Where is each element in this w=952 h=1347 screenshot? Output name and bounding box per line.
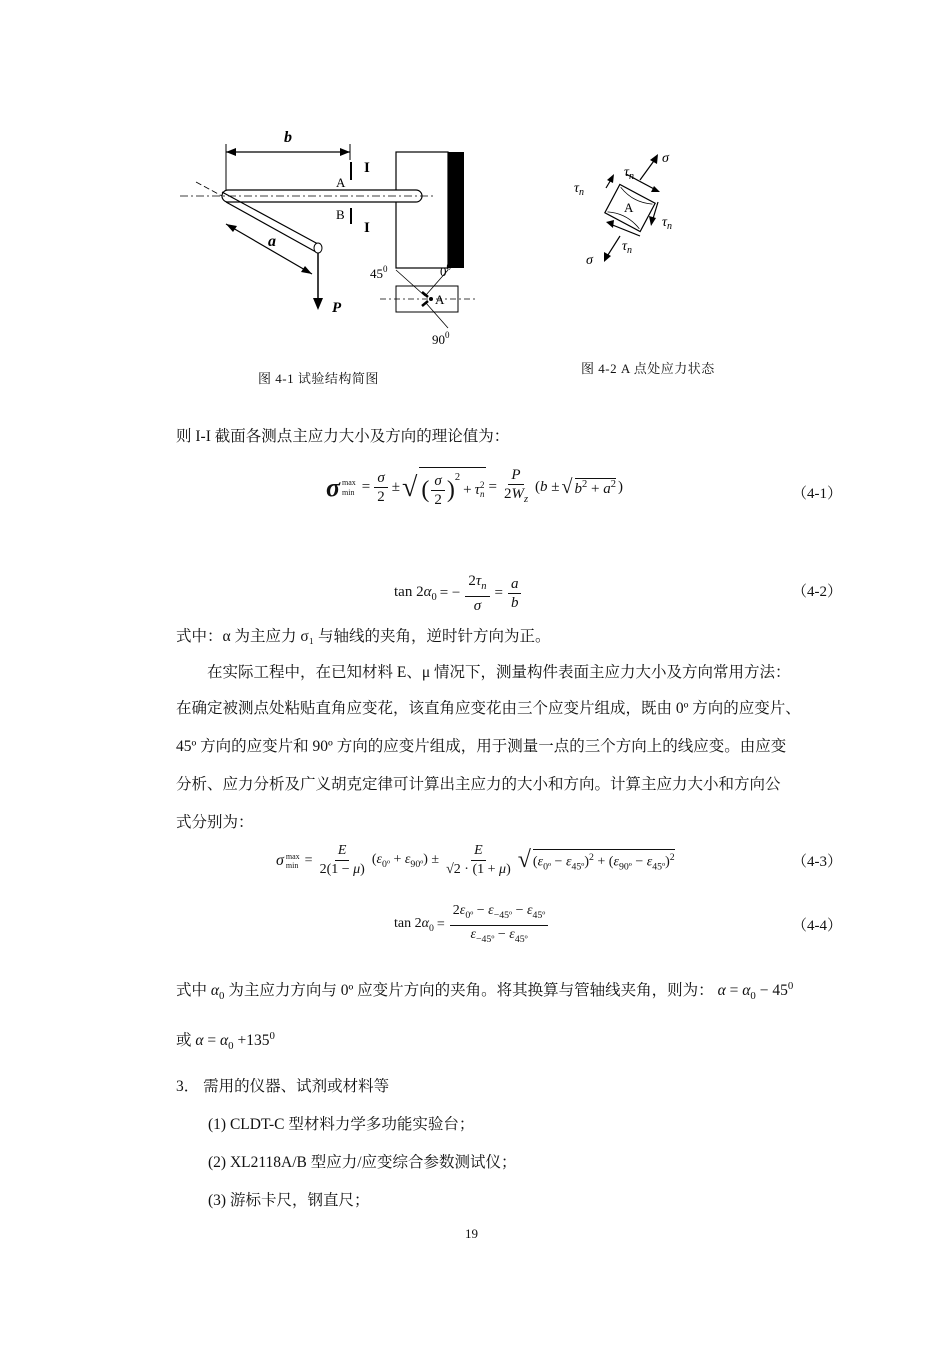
gauge-0-label: $0^0$ [440, 262, 451, 279]
list-item: (2) XL2118A/B 型应力/应变综合参数测试仪； [208, 1154, 517, 1171]
paragraph-line: 分析、应力分析及广义胡克定律可计算出主应力的大小和方向。计算主应力大小和方向公 [176, 776, 781, 793]
eq-4-4-number: （4-4） [792, 918, 842, 934]
equation-4-3: σ max min = $\frac{E}{2(1 - \mu)}$ $(\varepsilon_{0º} + \varepsilon_{90º})$ ± $\frac{E}{√2 \cdot (1 + \mu)}$ √ $(\varepsilon_{0º} - \varepsilon_{45º})^2 + (\varepsilon_{90º} - \varepsilon_{45º})^2$ [276, 843, 675, 877]
tau-bottom: $\tau_n$ [622, 239, 633, 256]
page-number: 19 [465, 1226, 478, 1241]
tau-top: $\tau_n$ [624, 165, 635, 182]
label-B: B [336, 207, 345, 222]
paragraph-line: 在确定被测点处粘贴直角应变花，该直角应变花由三个应变片组成，既由 0º 方向的应变片、 [176, 700, 801, 717]
label-I-bottom: I [364, 220, 370, 236]
eq-4-3-number: （4-3） [792, 854, 842, 870]
where-text-2: 式中 $\alpha_0$ 为主应力方向与 0º 应变片方向的夹角。将其换算与管轴线夹角，则为： $\alpha = \alpha_0 - 45^0$ [176, 979, 794, 1003]
label-b: b [284, 129, 292, 146]
list-item: (1) CLDT-C 型材料力学多功能实验台； [208, 1116, 475, 1133]
gauge-90-label: $90^0$ [432, 330, 450, 347]
sigma-top: σ [662, 151, 669, 166]
gauge-A: A [435, 292, 445, 307]
equation-4-1: σ max min = $\frac{\sigma}{2}$ ± √ ( $\frac{\sigma}{2}$ ) $^2$ + τ 2 n = $\frac{P}{2W_z}$ (b ± √ $b^2 + a^2$ ) [326, 467, 623, 508]
tau-left: $\tau_n$ [574, 181, 585, 198]
eq-4-2-number: （4-2） [792, 584, 842, 600]
where-text-1: 式中：α 为主应力 σ₁ 与轴线的夹角，逆时针方向为正。 [176, 628, 551, 645]
figure-4-1 [160, 120, 500, 360]
paragraph-line: 式分别为： [176, 814, 254, 831]
label-A: A [336, 175, 346, 190]
equation-4-4: $\tan 2\alpha_0$ = $\frac{2\varepsilon_{0º} - \varepsilon_{-45º} - \varepsilon_{45º}}{\varepsilon_{-45º} - \varepsilon_{45º}}$ [394, 902, 550, 949]
figure-4-1-caption: 图 4-1 试验结构简图 [258, 371, 379, 386]
label-a: a [268, 233, 276, 250]
sigma-bottom: σ [586, 253, 593, 268]
intro-text: 则 I-I 截面各测点主应力大小及方向的理论值为： [176, 428, 510, 445]
eq-4-1-number: （4-1） [792, 486, 842, 502]
section-3-heading: 3． 需用的仪器、试剂或材料等 [176, 1078, 390, 1095]
paragraph-line: 在实际工程中，在已知材料 E、μ 情况下，测量构件表面主应力大小及方向常用方法： [207, 664, 791, 681]
label-P: P [332, 300, 342, 316]
list-item: (3) 游标卡尺，钢直尺； [208, 1192, 370, 1209]
label-I-top: I [364, 160, 370, 176]
tau-right: $\tau_n$ [662, 215, 673, 232]
or-text: 或 $\alpha = \alpha_0 +135^0$ [176, 1029, 275, 1053]
gauge-45-label: $45^0$ [370, 264, 388, 281]
figure-4-2 [560, 140, 720, 280]
equation-4-2: $\tan 2\alpha_0$ = − $\frac{2\tau_n}{\sigma}$ = $\frac{a}{b}$ [394, 572, 523, 615]
stress-element-A: A [624, 200, 634, 215]
figure-4-2-caption: 图 4-2 A 点处应力状态 [581, 361, 715, 376]
paragraph-line: 45º 方向的应变片和 90º 方向的应变片组成，用于测量一点的三个方向上的线应变。由应变 [176, 738, 787, 755]
